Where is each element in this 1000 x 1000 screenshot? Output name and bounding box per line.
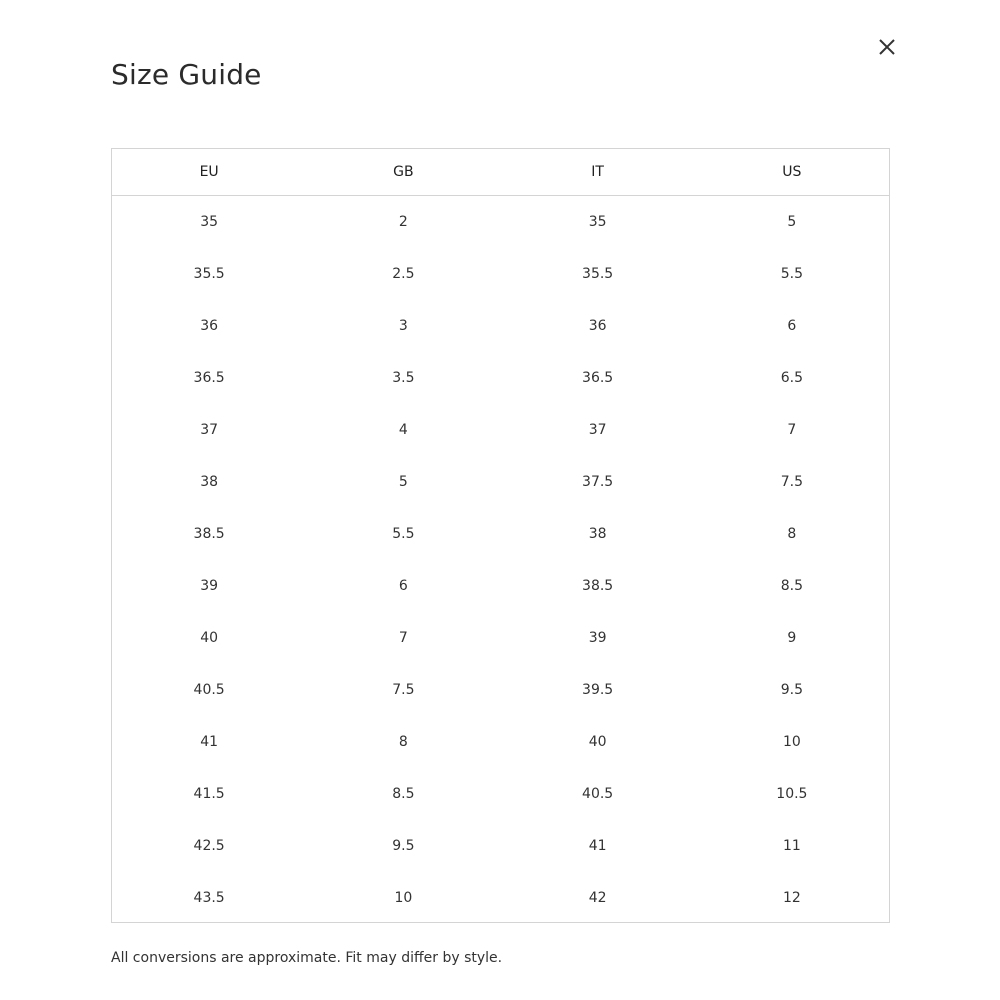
table-row — [112, 248, 889, 300]
cell-gb: 7.5 — [392, 682, 415, 698]
table-row — [112, 352, 889, 404]
cell-eu: 42.5 — [193, 838, 225, 854]
cell-gb: 8.5 — [392, 786, 415, 802]
cell-it: 38.5 — [582, 578, 614, 594]
cell-it: 37 — [588, 422, 607, 438]
cell-us: 8 — [787, 526, 797, 542]
cell-eu: 35.5 — [193, 266, 225, 282]
cell-eu: 43.5 — [193, 890, 225, 906]
cell-it: 36.5 — [582, 370, 614, 386]
cell-us: 5 — [787, 214, 797, 230]
table-row — [112, 560, 889, 612]
cell-eu: 36 — [200, 318, 219, 334]
cell-it: 40 — [588, 734, 607, 750]
table-row — [112, 456, 889, 508]
cell-eu: 36.5 — [193, 370, 225, 386]
cell-it: 35.5 — [582, 266, 614, 282]
cell-gb: 3.5 — [392, 370, 415, 386]
table-row — [112, 768, 889, 820]
cell-eu: 41.5 — [193, 786, 225, 802]
cell-it: 35 — [588, 214, 607, 230]
cell-gb: 5 — [398, 474, 408, 490]
table-body — [112, 196, 889, 925]
modal-title: Size Guide — [111, 58, 262, 91]
cell-us: 9.5 — [780, 682, 803, 698]
column-header-gb: GB — [306, 149, 500, 196]
cell-gb: 7 — [398, 630, 408, 646]
table-row — [112, 404, 889, 456]
cell-eu: 40 — [200, 630, 219, 646]
cell-eu: 39 — [200, 578, 219, 594]
cell-gb: 2 — [398, 214, 408, 230]
cell-eu: 41 — [200, 734, 219, 750]
cell-it: 42 — [588, 890, 607, 906]
table-row — [112, 820, 889, 872]
cell-us: 5.5 — [780, 266, 803, 282]
cell-us: 10 — [782, 734, 801, 750]
column-header-eu: EU — [112, 149, 306, 196]
cell-gb: 2.5 — [392, 266, 415, 282]
table-row — [112, 508, 889, 560]
cell-it: 39.5 — [582, 682, 614, 698]
cell-it: 41 — [588, 838, 607, 854]
cell-it: 39 — [588, 630, 607, 646]
cell-gb: 8 — [398, 734, 408, 750]
cell-us: 10.5 — [776, 786, 808, 802]
close-icon — [878, 38, 896, 56]
cell-gb: 10 — [394, 890, 413, 906]
size-table — [112, 149, 889, 924]
cell-gb: 9.5 — [392, 838, 415, 854]
cell-it: 40.5 — [582, 786, 614, 802]
column-header-us: US — [695, 149, 889, 196]
cell-eu: 38.5 — [193, 526, 225, 542]
cell-us: 9 — [787, 630, 797, 646]
disclaimer-note: All conversions are approximate. Fit may differ by style. — [111, 950, 503, 966]
cell-it: 38 — [588, 526, 607, 542]
cell-eu: 38 — [200, 474, 219, 490]
cell-us: 7 — [787, 422, 797, 438]
cell-eu: 35 — [200, 214, 219, 230]
size-table-container — [111, 148, 890, 923]
table-row — [112, 716, 889, 768]
cell-gb: 6 — [398, 578, 408, 594]
table-row — [112, 872, 889, 924]
cell-us: 6.5 — [780, 370, 803, 386]
cell-us: 12 — [782, 890, 801, 906]
table-row — [112, 196, 889, 249]
cell-us: 8.5 — [780, 578, 803, 594]
cell-us: 11 — [782, 838, 801, 854]
cell-it: 37.5 — [582, 474, 614, 490]
cell-it: 36 — [588, 318, 607, 334]
table-header-row — [112, 149, 889, 196]
cell-gb: 5.5 — [392, 526, 415, 542]
table-row — [112, 664, 889, 716]
cell-us: 7.5 — [780, 474, 803, 490]
table-row — [112, 300, 889, 352]
close-button[interactable] — [872, 32, 902, 62]
cell-gb: 3 — [398, 318, 408, 334]
cell-eu: 40.5 — [193, 682, 225, 698]
cell-us: 6 — [787, 318, 797, 334]
column-header-it: IT — [501, 149, 695, 196]
cell-eu: 37 — [200, 422, 219, 438]
cell-gb: 4 — [398, 422, 408, 438]
table-row — [112, 612, 889, 664]
